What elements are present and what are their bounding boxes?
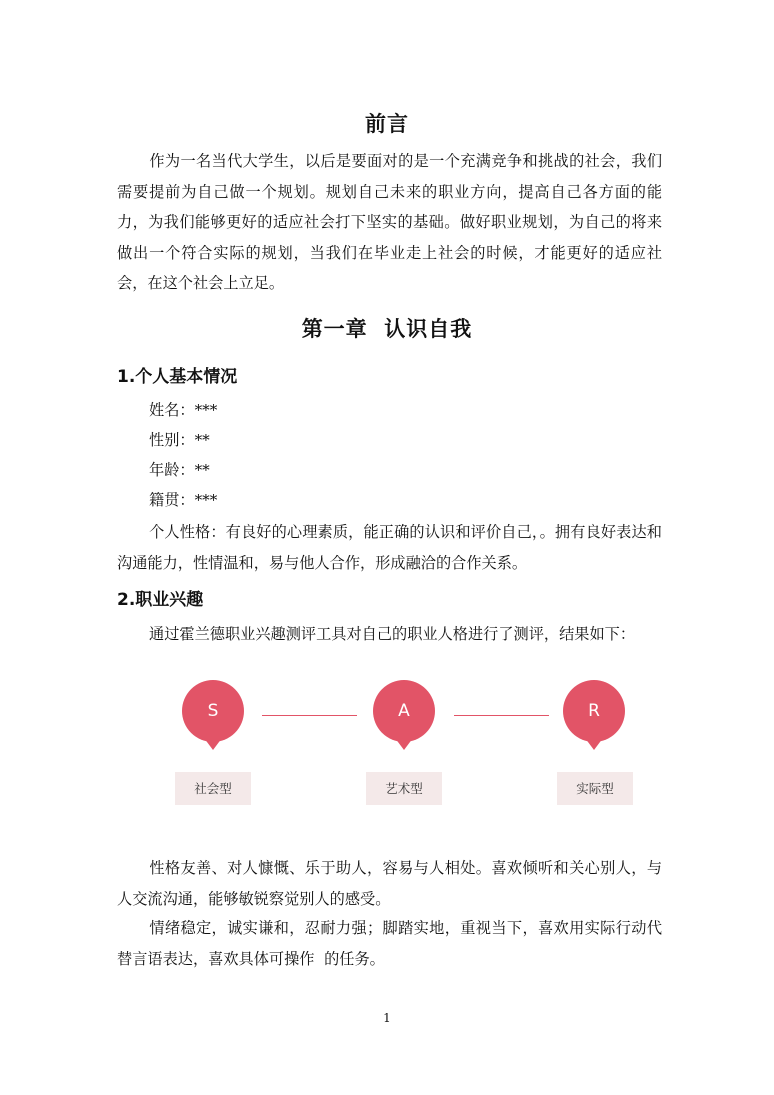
- personality-paragraph: [117, 517, 662, 578]
- trait-paragraph-social: [117, 853, 662, 914]
- node-pointer-r: [585, 738, 603, 750]
- info-origin: 籍贯：***: [149, 491, 218, 509]
- personality-text: 个人性格：有良好的心理素质，能正确的认识和评价自己，。拥有良好表达和沟通能力，性情温和，易与他人合作，形成融洽的合作关系。: [117, 523, 662, 572]
- trait-text-realistic: 情绪稳定，诚实谦和，忍耐力强；脚踏实地，重视当下，喜欢用实际行动代替言语表达，喜欢具体可操作 的任务。: [117, 919, 662, 968]
- connector-line-s-a: [262, 715, 357, 716]
- node-circle-r: R: [563, 680, 625, 742]
- chapter1-title: 第一章 认识自我: [301, 316, 473, 341]
- info-name: 姓名：***: [149, 401, 218, 419]
- holland-code-diagram: [175, 680, 635, 810]
- info-age: 年龄：**: [149, 461, 210, 479]
- interest-intro-text: 通过霍兰德职业兴趣测评工具对自己的职业人格进行了测评，结果如下：: [149, 625, 635, 643]
- preface-text: 作为一名当代大学生，以后是要面对的是一个充满竞争和挑战的社会，我们需要提前为自己做一个规划。规划自己未来的职业方向，提高自己各方面的能力，为我们能够更好的适应社会打下坚实的基础。做好职业规划，为自己的将来做出一个符合实际的规划，当我们在毕业走上社会的时候，才能更好的适应社会，在这个社会上立足。: [117, 152, 662, 292]
- preface-paragraph: [117, 146, 662, 299]
- node-label-a: 艺术型: [366, 772, 442, 805]
- section2-heading: 2.职业兴趣: [117, 590, 204, 610]
- section1-heading: 1.个人基本情况: [117, 367, 238, 387]
- info-gender: 性别：**: [149, 431, 210, 449]
- node-label-s: 社会型: [175, 772, 251, 805]
- node-pointer-a: [395, 738, 413, 750]
- node-circle-a: A: [373, 680, 435, 742]
- interest-intro-paragraph: [117, 619, 662, 650]
- node-pointer-s: [204, 738, 222, 750]
- trait-paragraph-realistic: [117, 913, 662, 974]
- node-circle-s: S: [182, 680, 244, 742]
- trait-text-social: 性格友善、对人慷慨、乐于助人，容易与人相处。喜欢倾听和关心别人，与人交流沟通，能够敏锐察觉别人的感受。: [117, 859, 662, 908]
- node-label-r: 实际型: [557, 772, 633, 805]
- preface-title: 前言: [365, 111, 409, 136]
- connector-line-a-r: [454, 715, 549, 716]
- page-number: 1: [383, 1011, 391, 1025]
